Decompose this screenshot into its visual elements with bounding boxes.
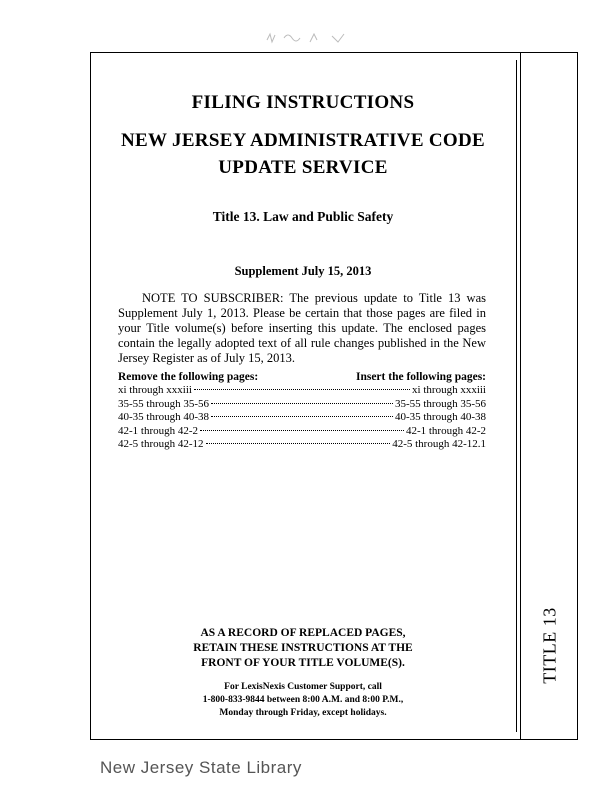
remove-pages: xi through xxxiii [118,384,192,396]
supplement-date: Supplement July 15, 2013 [234,264,372,278]
code-heading-line2: UPDATE SERVICE [218,157,388,178]
title-line: Title 13. Law and Public Safety [212,209,394,224]
dot-leader [194,389,410,390]
filing-instructions-heading: FILING INSTRUCTIONS [191,92,415,113]
dot-leader [200,430,404,431]
dot-leader [206,443,391,444]
support-line3: Monday through Friday, except holidays. [219,708,387,718]
tab-divider [520,52,521,740]
code-heading-line1: NEW JERSEY ADMINISTRATIVE CODE [121,130,485,151]
insert-pages: xi through xxxiii [412,384,486,396]
remove-pages: 42-1 through 42-2 [118,424,199,437]
record-line1: AS A RECORD OF REPLACED PAGES, [200,627,406,639]
record-line3: FRONT OF YOUR TITLE VOLUME(S). [201,657,405,669]
scan-artifact [262,28,362,50]
customer-support [90,681,516,720]
library-stamp: New Jersey State Library [100,758,302,777]
table-row [118,425,486,439]
page-replacement-table [118,370,486,452]
table-header [118,370,486,384]
support-line2: 1-800-833-9844 between 8:00 A.M. and 8:00 P.M., [202,695,404,705]
note-to-subscriber: NOTE TO SUBSCRIBER: The previous update to Title 13 was Supplement July 1, 2013. Please be certain that those pages are filed in your Title volume(s) before inserting this update. The enclosed pages contain the legally adopted text of all rule changes published in the New Jersey Register as of July 15, 2013. [118,291,486,365]
table-row [118,398,486,412]
remove-header: Remove the following pages: [118,371,259,383]
support-line1: For LexisNexis Customer Support, call [224,682,382,692]
dot-leader [211,416,393,417]
record-line2: RETAIN THESE INSTRUCTIONS AT THE [193,642,413,654]
insert-pages: 35-55 through 35-56 [394,397,486,410]
table-row [118,384,486,398]
code-heading [90,127,516,181]
title-tab-label: TITLE 13 [539,606,560,684]
remove-pages: 35-55 through 35-56 [118,397,210,410]
insert-header: Insert the following pages: [355,371,486,383]
remove-pages: 40-35 through 40-38 [118,411,210,423]
title-tab [530,590,570,700]
insert-pages: 40-35 through 40-38 [394,411,486,423]
remove-pages: 42-5 through 42-12 [118,438,204,450]
record-instructions [90,626,516,671]
table-row [118,438,486,452]
insert-pages: 42-1 through 42-2 [405,424,486,437]
insert-pages: 42-5 through 42-12.1 [392,438,486,450]
tab-inner-rule [516,60,517,732]
table-row [118,411,486,425]
dot-leader [211,403,393,404]
